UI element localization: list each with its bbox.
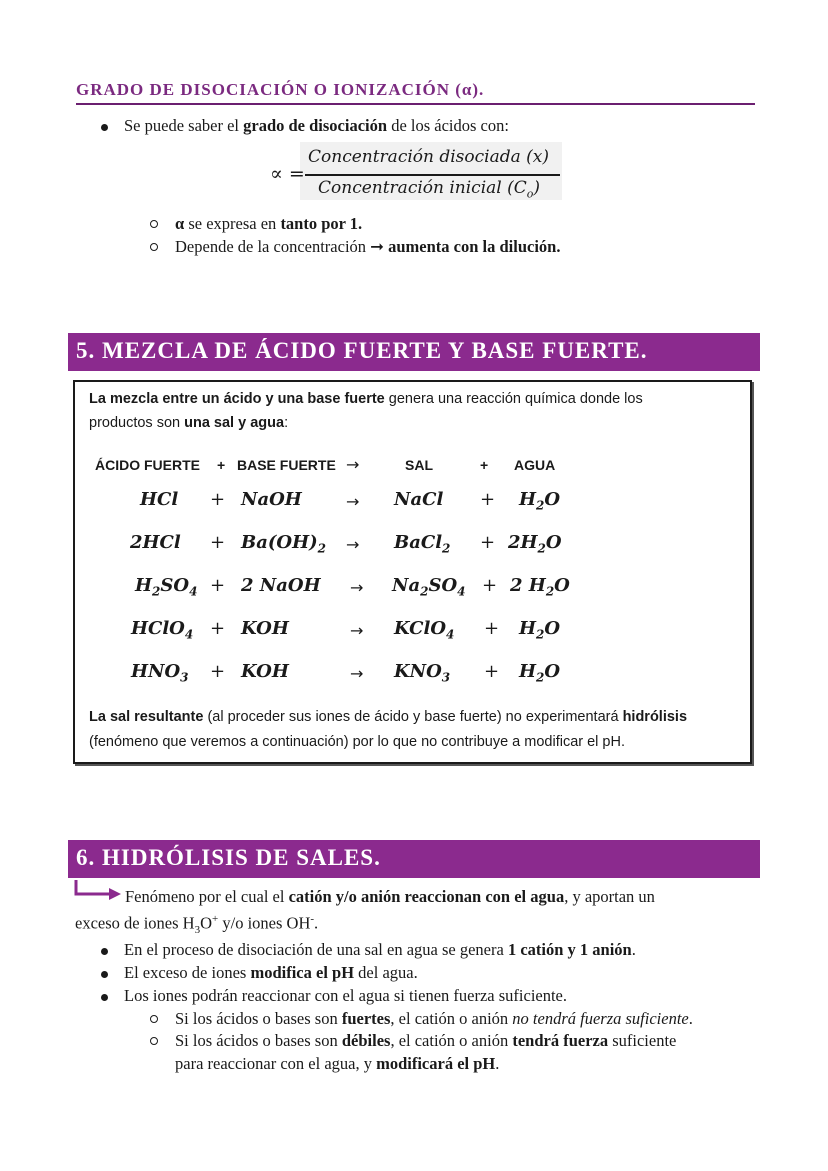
r2-water <box>508 532 562 556</box>
r4-acid <box>131 618 193 642</box>
bold-text: catión y/o anión reaccionan con el agua <box>288 887 565 906</box>
sub-bullet-circle <box>150 1037 158 1045</box>
alpha-sub-1 <box>175 213 362 235</box>
r1-plus-2: + <box>480 489 496 510</box>
subscript: 2 <box>152 584 161 599</box>
subscript: 2 <box>545 584 555 599</box>
r4-plus-2: + <box>484 618 500 639</box>
alpha-bullet-1 <box>124 115 509 137</box>
text-span: H <box>519 661 537 682</box>
text-span: O <box>554 575 570 596</box>
bullet-dot <box>101 124 108 131</box>
section-6-bullet-1 <box>124 939 636 961</box>
r5-plus-2: + <box>484 661 500 682</box>
header-arrow: → <box>346 455 360 474</box>
subscript: 3 <box>441 670 451 685</box>
r3-salt <box>392 575 466 599</box>
text-span: para reaccionar con el agua, y <box>175 1054 377 1073</box>
bullet-dot <box>101 994 108 1001</box>
subscript: 2 <box>536 498 545 513</box>
bold-text: una sal y agua <box>184 415 285 431</box>
header-salt: SAL <box>405 457 433 473</box>
header-plus: + <box>480 457 489 473</box>
bullet-dot <box>101 971 108 978</box>
header-water: AGUA <box>514 457 556 473</box>
r5-plus: + <box>210 661 226 682</box>
text-span: O <box>544 661 561 682</box>
text-span: . <box>688 1009 693 1028</box>
header-base: BASE FUERTE <box>237 457 336 473</box>
text-span: Se puede saber el <box>124 116 244 135</box>
alpha-sub-2 <box>175 236 560 258</box>
text-span: H <box>528 575 546 596</box>
bent-arrow-icon <box>73 878 125 902</box>
text-span: se expresa en <box>184 214 281 233</box>
alpha-section-title: GRADO DE DISOCIACIÓN O IONIZACIÓN (α). <box>76 80 485 99</box>
text-span: SO <box>160 575 190 596</box>
alpha-title-underline <box>76 103 755 105</box>
text-span: Si los ácidos o bases son <box>175 1031 342 1050</box>
text-span: 2 <box>510 575 529 596</box>
fraction-bar <box>305 174 560 176</box>
sub-bullet-circle <box>150 1015 158 1023</box>
text-span: O <box>544 618 561 639</box>
arrow-icon: ➞ <box>370 237 384 256</box>
subscript: 2 <box>536 670 545 685</box>
text-span: de los ácidos con: <box>387 116 509 135</box>
r5-salt <box>394 661 450 685</box>
text-span: , el catión o anión <box>390 1031 513 1050</box>
bold-text: débiles <box>341 1031 391 1050</box>
box-intro-line-1 <box>89 387 643 411</box>
r1-plus: + <box>210 489 226 510</box>
r1-base: NaOH <box>241 489 302 510</box>
section-6-bullet-3: Los iones podrán reaccionar con el agua si tienen fuerza suficiente. <box>124 986 568 1005</box>
r5-base: KOH <box>241 661 289 682</box>
bold-text: 1 catión y 1 anión <box>507 940 632 959</box>
text-span: Na <box>392 575 421 596</box>
r5-acid <box>131 661 189 685</box>
bold-text: modificará el pH <box>376 1054 496 1073</box>
text-span: BaCl <box>394 532 443 553</box>
formula-denominator <box>318 178 540 200</box>
text-span: El exceso de iones <box>124 963 251 982</box>
superscript: - <box>310 913 315 925</box>
box-outro-line-2: (fenómeno que veremos a continuación) por lo que no contribuye a modificar el pH. <box>89 734 625 750</box>
subscript: o <box>526 187 534 201</box>
formula-lhs: ∝ = <box>270 163 305 185</box>
r1-acid: HCl <box>140 489 179 510</box>
r4-base: KOH <box>241 618 289 639</box>
section-6-sub-1 <box>175 1008 693 1030</box>
section-6-sub-2 <box>175 1030 676 1052</box>
r4-plus: + <box>210 618 226 639</box>
bullet-dot <box>101 948 108 955</box>
formula-numerator: Concentración disociada (x) <box>308 147 550 167</box>
section-6-bullet-2 <box>124 962 418 984</box>
r2-salt <box>394 532 450 556</box>
text-span: O <box>200 913 213 933</box>
section-6-title: 6. HIDRÓLISIS DE SALES. <box>76 845 381 870</box>
r3-acid <box>135 575 197 599</box>
text-span: En el proceso de disociación de una sal en agua se genera <box>124 940 508 959</box>
text-span: H <box>519 489 537 510</box>
subscript: 2 <box>317 541 326 556</box>
subscript: 2 <box>536 627 545 642</box>
r4-salt <box>394 618 454 642</box>
r2-arrow: → <box>346 535 360 554</box>
text-span: H <box>135 575 153 596</box>
bold-text: tendrá fuerza <box>512 1031 609 1050</box>
bold-text: tanto por 1. <box>280 214 363 233</box>
bold-text: grado de disociación <box>243 116 388 135</box>
superscript: + <box>212 913 219 925</box>
r4-water <box>519 618 560 642</box>
subscript: 4 <box>446 627 455 642</box>
r4-arrow: → <box>350 621 364 640</box>
section-6-sub-2-line-2 <box>175 1053 499 1075</box>
text-span: 2 <box>508 532 521 553</box>
subscript: 2 <box>442 541 451 556</box>
text-span: genera una reacción química donde los <box>384 391 643 407</box>
text-span: ) <box>533 178 541 198</box>
section-6-intro-line-1 <box>125 886 655 908</box>
subscript: 3 <box>194 923 201 936</box>
r3-plus-2: + <box>482 575 498 596</box>
r3-base: 2 NaOH <box>241 575 321 596</box>
text-span: del agua. <box>354 963 418 982</box>
bold-text: La mezcla entre un ácido y una base fuerte <box>89 391 385 407</box>
bold-text: La sal resultante <box>89 709 204 725</box>
text-span: HClO <box>131 618 185 639</box>
text-span: . <box>314 913 319 933</box>
r3-arrow: → <box>350 578 364 597</box>
r3-water <box>510 575 570 599</box>
text-span: productos son <box>89 415 185 431</box>
r2-plus: + <box>210 532 226 553</box>
sub-bullet-circle <box>150 220 158 228</box>
text-span: KNO <box>394 661 442 682</box>
text-span: KClO <box>394 618 447 639</box>
bold-text: aumenta con la dilución. <box>383 237 561 256</box>
r2-base <box>241 532 326 556</box>
text-span: suficiente <box>608 1031 677 1050</box>
r5-water <box>519 661 560 685</box>
text-span: (al proceder sus iones de ácido y base fuerte) no experimentará <box>203 709 623 725</box>
r1-water <box>519 489 560 513</box>
subscript: 4 <box>184 627 194 642</box>
text-span: y/o iones OH <box>218 913 311 933</box>
subscript: 4 <box>189 584 198 599</box>
text-span: SO <box>428 575 458 596</box>
text-span: . <box>631 940 636 959</box>
text-span: Ba(OH) <box>241 532 318 553</box>
box-intro-line-2 <box>89 411 288 435</box>
text-span: H <box>520 532 538 553</box>
r2-plus-2: + <box>480 532 496 553</box>
header-acid: ÁCIDO FUERTE <box>95 457 200 473</box>
text-span: : <box>284 415 289 431</box>
text-span: H <box>519 618 537 639</box>
text-span: HNO <box>131 661 181 682</box>
subscript: 2 <box>537 541 546 556</box>
bold-text: hidrólisis <box>622 709 688 725</box>
r1-arrow: → <box>346 492 360 511</box>
text-span: Depende de la concentración <box>175 237 371 256</box>
bold-text: α <box>175 214 185 233</box>
text-span: , el catión o anión <box>390 1009 513 1028</box>
r5-arrow: → <box>350 664 364 683</box>
text-span: O <box>544 489 561 510</box>
text-span: Fenómeno por el cual el <box>125 887 289 906</box>
subscript: 3 <box>180 670 189 685</box>
header-plus: + <box>217 457 226 473</box>
text-span: . <box>495 1054 500 1073</box>
r2-acid: 2HCl <box>130 532 181 553</box>
text-span: O <box>545 532 562 553</box>
text-span: Si los ácidos o bases son <box>175 1009 342 1028</box>
section-6-intro-line-2 <box>75 908 318 941</box>
subscript: 2 <box>420 584 429 599</box>
bold-text: modifica el pH <box>250 963 355 982</box>
section-5-title: 5. MEZCLA DE ÁCIDO FUERTE Y BASE FUERTE. <box>76 338 648 363</box>
text-span: , y aportan un <box>564 887 655 906</box>
r1-salt: NaCl <box>394 489 444 510</box>
r3-plus: + <box>210 575 226 596</box>
text-span: Concentración inicial (C <box>318 178 527 198</box>
text-span: exceso de iones H <box>75 913 195 933</box>
italic-text: no tendrá fuerza suficiente <box>512 1009 689 1028</box>
sub-bullet-circle <box>150 243 158 251</box>
bold-text: fuertes <box>341 1009 391 1028</box>
box-outro-line-1 <box>89 705 687 729</box>
subscript: 4 <box>457 584 466 599</box>
